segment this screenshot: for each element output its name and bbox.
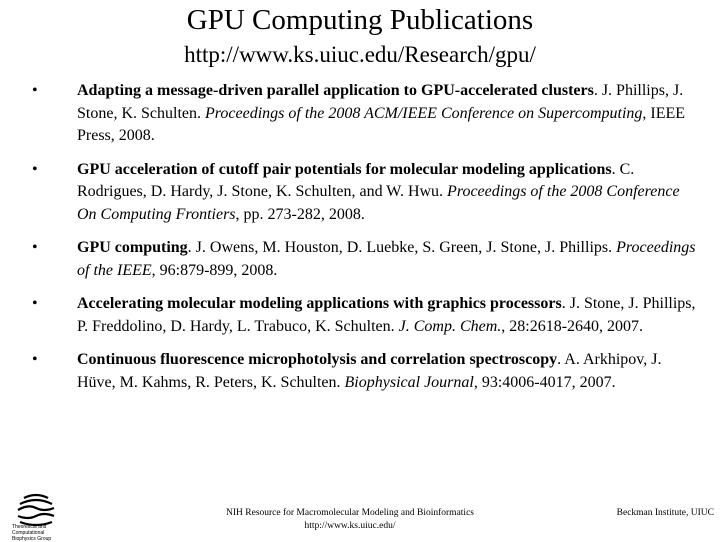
publication-title: GPU computing: [77, 239, 188, 256]
publication-venue: Proceedings of the 2008 Conference On Computing Frontiers: [77, 183, 680, 223]
publication-venue: Proceedings of the 2008 ACM/IEEE Conference on Supercomputing: [205, 104, 643, 122]
publication-details: , 96:879-899, 2008.: [151, 261, 278, 279]
footer-url[interactable]: http://www.ks.uiuc.edu/: [304, 521, 396, 531]
publication-venue: J. Comp. Chem.: [398, 317, 502, 335]
footer-center: [200, 507, 500, 533]
publication-venue: Proceedings of the IEEE: [77, 239, 696, 279]
publication-details: , 28:2618-2640, 2007.: [501, 317, 644, 335]
bullet: •: [32, 82, 38, 99]
publication-item-5: [0, 349, 720, 394]
publication-authors: . A. Arkhipov, J. Hüve, M. Kahms, R. Peters, K. Schulten.: [77, 351, 662, 391]
publication-title: Adapting a message-driven parallel application to GPU-accelerated clusters: [77, 82, 594, 99]
bullet: •: [32, 295, 38, 312]
publication-authors: . C. Rodrigues, D. Hardy, J. Stone, K. Schulten, and W. Hwu.: [77, 160, 635, 200]
page-url[interactable]: http://www.ks.uiuc.edu/Research/gpu/: [184, 42, 536, 67]
publication-item-1: [0, 80, 720, 148]
page-title: GPU Computing Publications: [186, 4, 534, 36]
publication-details: , IEEE Press, 2008.: [77, 104, 686, 144]
publication-venue: Biophysical Journal: [344, 373, 474, 391]
bullet: •: [32, 160, 38, 178]
publication-title: Accelerating molecular modeling applications with graphics processors: [77, 295, 562, 312]
publication-item-2: [0, 159, 720, 227]
publication-details: , 93:4006-4017, 2007.: [473, 373, 616, 391]
logo-caption: Theoretical and Computational Biophysics Group: [12, 524, 52, 542]
publication-authors: . J. Phillips, J. Stone, K. Schulten.: [77, 82, 684, 122]
publication-details: , pp. 273-282, 2008.: [235, 205, 365, 223]
footer-resource-name: NIH Resource for Macromolecular Modeling and Bioinformatics: [226, 508, 474, 518]
bullet: •: [32, 351, 38, 368]
publication-authors: . J. Owens, M. Houston, D. Luebke, S. Green, J. Stone, J. Phillips.: [187, 239, 617, 256]
publication-title: GPU acceleration of cutoff pair potentials for molecular modeling applications: [77, 160, 612, 178]
publication-list: [0, 80, 720, 405]
publication-title: Continuous fluorescence microphotolysis and correlation spectroscopy: [77, 351, 558, 368]
publication-item-3: [0, 237, 720, 282]
publication-item-4: [0, 293, 720, 338]
bullet: •: [32, 239, 38, 256]
footer-institution: Beckman Institute, UIUC: [616, 508, 714, 518]
publication-authors: . J. Stone, J. Phillips, P. Freddolino, D. Hardy, L. Trabuco, K. Schulten.: [77, 295, 696, 335]
